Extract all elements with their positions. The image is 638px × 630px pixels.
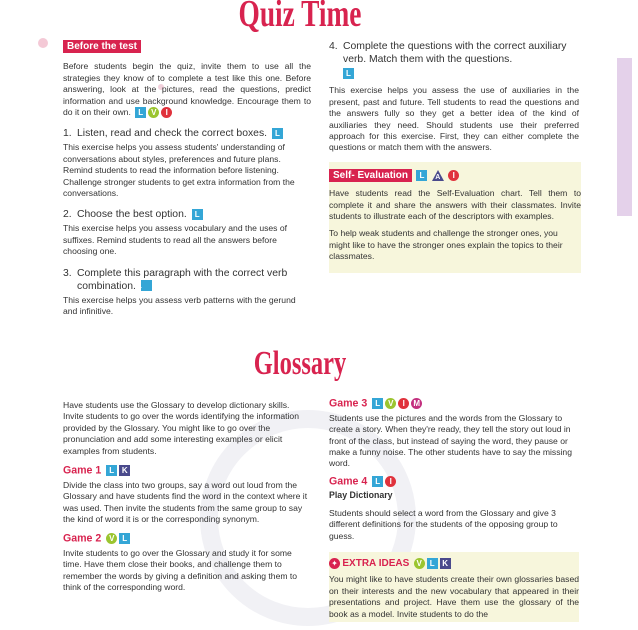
listening-icon: L bbox=[135, 107, 146, 118]
game-2-body: Invite students to go over the Glossary and study it for some time. Have them close their books, and challenge them to remember the words by giving a definition and asking them to think of the corresponding word. bbox=[63, 548, 298, 593]
exercise-3-body: This exercise helps you assess verb patterns with the gerund and infinitive. bbox=[63, 294, 296, 317]
quiz-title: Quiz Time bbox=[238, 0, 362, 35]
game-1-title: Game 1 bbox=[63, 464, 102, 477]
game-3 bbox=[329, 398, 577, 470]
glossary-right-column bbox=[329, 398, 577, 622]
musical-icon: M bbox=[411, 398, 422, 409]
interpersonal-icon: I bbox=[398, 398, 409, 409]
visual-icon: V bbox=[148, 107, 159, 118]
listening-icon: L bbox=[427, 558, 438, 569]
before-test-header bbox=[63, 40, 311, 53]
game-2-title: Game 2 bbox=[63, 532, 102, 545]
interpersonal-icon: I bbox=[161, 107, 172, 118]
extra-ideas-panel bbox=[329, 552, 579, 622]
listening-icon: L bbox=[272, 128, 283, 139]
listening-icon: L bbox=[192, 209, 203, 220]
listening-icon: L bbox=[416, 170, 427, 181]
game-4-subtitle: Play Dictionary bbox=[329, 490, 393, 501]
self-evaluation-label: Self- Evaluation bbox=[329, 169, 412, 182]
game-1-body: Divide the class into two groups, say a word out loud from the Glossary and have students find the word in the context where it was used. Then invite the students from the same group to say the kind of word it is or the corresponding synonym. bbox=[63, 479, 308, 524]
game-4 bbox=[329, 476, 577, 542]
achievement-triangle-icon: A bbox=[432, 170, 444, 181]
self-evaluation-panel bbox=[329, 162, 581, 273]
exercise-4-title: Complete the questions with the correct auxiliary verb. Match them with the questions. bbox=[343, 41, 567, 65]
exercise-1-title: Listen, read and check the correct boxes. bbox=[77, 128, 268, 140]
exercise-3-title: Complete this paragraph with the correct verb combination. bbox=[77, 267, 288, 292]
listening-icon: L bbox=[119, 533, 130, 544]
visual-icon: V bbox=[414, 558, 425, 569]
game-3-body: Students use the pictures and the words from the Glossary to create a story. When they're ready, they tell the story out loud in front of the class, but instead of saying the word, they pause or make a funny noise. The other students have to say the missing word. bbox=[329, 412, 572, 469]
lightbulb-icon: ✦ bbox=[329, 558, 340, 569]
exercise-3: 3. Complete this paragraph with the correct verb combination. L This exercise helps you assess verb patterns with the gerund and infinitive. bbox=[63, 267, 311, 318]
listening-icon: L bbox=[141, 280, 152, 291]
extra-ideas-body: You might like to have students create their own glossaries based on their interests and the new vocabulary that appeared in their presentations and project. Have them use the glossary of the book as a model. Invite students to do the bbox=[329, 574, 579, 619]
listening-icon: L bbox=[343, 68, 354, 79]
listening-icon: L bbox=[372, 476, 383, 487]
game-2 bbox=[63, 533, 311, 593]
interpersonal-icon: I bbox=[385, 476, 396, 487]
exercise-4: 4. Complete the questions with the correct auxiliary verb. Match them with the questions. L This exercise helps you assess the use of auxiliaries in the present, past and future. Tell students to read the questions and the answers fully so they get a better idea of the kind of auxiliaries they need. Should students use their preferred approach for this exercise. First, they can either complete the questions or match them with the answers. bbox=[329, 41, 579, 153]
kinesthetic-icon: K bbox=[440, 558, 451, 569]
interpersonal-icon: I bbox=[448, 170, 459, 181]
exercise-1: 1. Listen, read and check the correct boxes. L This exercise helps you assess students' understanding of conversations about styles, preferences and future plans. Remind students to read the information before listening. Challenge stronger students to get extra information from the conversations. bbox=[63, 127, 311, 199]
exercise-2: 2. Choose the best option. L This exercise helps you assess vocabulary and the uses of suffixes. Remind students to read all the answers before choosing one. bbox=[63, 208, 311, 257]
visual-icon: V bbox=[106, 533, 117, 544]
glossary-intro: Have students use the Glossary to develop dictionary skills. Invite students to go over the words identifying the information provided by the Glossary. You might like to go over the pronunciation and add some interesting examples or elicit examples from students. bbox=[63, 400, 299, 456]
before-test-label: Before the test bbox=[63, 40, 141, 53]
game-3-title: Game 3 bbox=[329, 397, 368, 410]
exercise-2-body: This exercise helps you assess vocabulary and the uses of suffixes. Remind students to read all the answers before choosing one. bbox=[63, 223, 288, 257]
kinesthetic-icon: K bbox=[119, 465, 130, 476]
game-4-body: Students should select a word from the Glossary and give 3 different definitions for the students of the opposing group to guess. bbox=[329, 507, 558, 541]
glossary-title: Glossary bbox=[253, 345, 347, 382]
deco-dot bbox=[38, 38, 48, 48]
visual-icon: V bbox=[385, 398, 396, 409]
listening-icon: L bbox=[106, 465, 117, 476]
glossary-left-column bbox=[63, 400, 311, 600]
exercise-1-body: This exercise helps you assess students' understanding of conversations about styles, preferences and future plans. Remind students to read the information before listening. Challenge stronger students to get extra information from the conversations. bbox=[63, 142, 295, 199]
exercise-2-title: Choose the best option. bbox=[77, 209, 187, 221]
before-test-intro: Before students begin the quiz, invite them to use all the strategies they know of to complete a test like this one. Before answering, look at the pictures, read the questions, predict information and use background knowledge. Encourage them to do it on their own. L V I bbox=[63, 61, 311, 118]
listening-icon: L bbox=[372, 398, 383, 409]
self-evaluation-p2: To help weak students and challenge the stronger ones, you might like to have the stronger ones explain the topics to their classmates. bbox=[329, 228, 563, 262]
quiz-left-column bbox=[63, 40, 311, 324]
extra-ideas-title: EXTRA IDEAS bbox=[342, 558, 410, 570]
game-4-title: Game 4 bbox=[329, 475, 368, 488]
quiz-right-column bbox=[329, 40, 579, 273]
game-1 bbox=[63, 465, 311, 525]
exercise-4-body: This exercise helps you assess the use of auxiliaries in the present, past and future. Tell students to read the questions and the answers fully so they get a better idea of the kind of auxiliaries they need. Should students use their preferred approach for this exercise. First, they can either complete the questions or match them with the answers. bbox=[329, 85, 579, 153]
self-evaluation-p1: Have students read the Self-Evaluation chart. Tell them to complete it and share the answers with their classmates. Invite students to illustrate each of the descriptors with examples. bbox=[329, 188, 581, 222]
page-tab-marker bbox=[617, 58, 632, 216]
